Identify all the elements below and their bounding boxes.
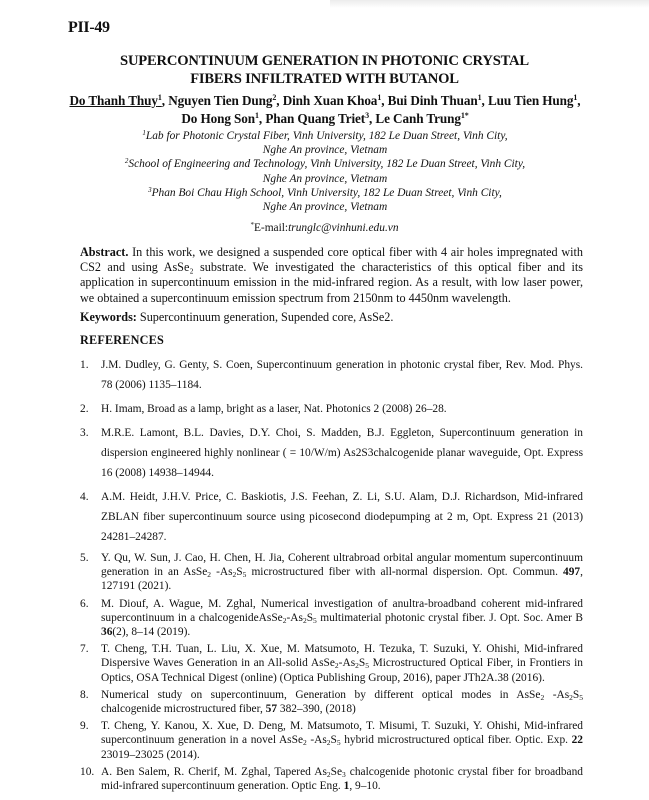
title-line-1: SUPERCONTINUUM GENERATION IN PHOTONIC CRYSTAL [120,53,529,69]
paper-code: PII-49 [68,19,110,36]
author: Bui Dinh Thuan$^1$ [387,93,482,108]
reference-list [80,355,583,796]
keywords [80,310,583,325]
reference-item: 8. Numerical study on supercontinuum, Generation by different optical modes in AsSe$_2$ $-As_2S_5$ chalcogenide microstructured fiber, 57 382–390, (2018) [80,688,583,716]
abstract-text: In this work, we designed a suspended core optical fiber with 4 air holes impregnated with CS2 and using AsSe₂ substrate. We investigated the characteristics of this optical fiber and its application in supercontinuum emission in the mid-infrared region. As a result, with low laser power, we obtained a supercontinuum emission spectrum from 2150nm to 4450nm wavelength. [80,245,583,305]
affiliation-2: $^2$School of Engineering and Technology, Vinh University, 182 Le Duan Street, Vinh City, [124,157,526,171]
title-line-2: FIBERS INFILTRATED WITH BUTANOL [190,71,459,87]
reference-item: 9. T. Cheng, Y. Kanou, X. Xue, D. Deng, M. Matsumoto, T. Misumi, T. Suzuki, Y. Ohishi, Mid-infrared supercontinuum generation in a novel AsSe$_2$ $-As_2S_5$ hybrid microstructured optical fiber. Optic. Exp. 22 23019–23025 (2014). [80,720,583,761]
affiliation-2-line-2: Nghe An province, Vietnam [262,172,388,185]
reference-item: 7. T. Cheng, T.H. Tuan, L. Liu, X. Xue, M. Matsumoto, H. Tezuka, T. Suzuki, Y. Ohishi, Mid-infrared Dispersive Waves Generation in an All-solid $AsSe_2-As_2S_5$ Microstructured Optical Fiber, in Frontiers in Optics, OSA Technical Digest (online) (Optica Publishing Group, 2016), paper JTh2A.38 (2016). [80,643,583,684]
reference-item: 4. A.M. Heidt, J.H.V. Price, C. Baskiotis, J.S. Feehan, Z. Li, S.U. Alam, D.J. Richardson, Mid-infrared ZBLAN fiber supercontinuum source using picosecond diodepumping at 2 m, Opt. Express 21 (2013) 24281–24287. [80,491,583,543]
references-heading: REFERENCES [80,333,164,347]
page-edge-shadow [330,0,649,8]
affiliation-1-line-2: Nghe An province, Vietnam [262,144,388,157]
author-list: Do Thanh Thuy$^1$, Nguyen Tien Dung$^2$, Dinh Xuan Khoa$^1$, Bui Dinh Thuan$^1$, Luu Tien Hung$^1$, Do Hong Son$^1$, Phan Quang Triet$^3$, Le Canh Trung$^{1*}$ [69,93,581,126]
author-presenter: Do Thanh Thuy$^1$ [69,93,162,108]
affiliations [60,129,590,214]
reference-item: 1. J.M. Dudley, G. Genty, S. Coen, Supercontinuum generation in photonic crystal fiber, Rev. Mod. Phys. 78 (2006) 1135–1184. [80,359,583,391]
abstract [80,245,583,306]
reference-item: 2. H. Imam, Broad as a lamp, bright as a laser, Nat. Photonics 2 (2008) 26–28. [80,403,447,415]
affiliation-3-line-2: Nghe An province, Vietnam [262,201,388,214]
author: Phan Quang Triet$^3$ [265,111,369,126]
author: Nguyen Tien Dung$^2$ [168,93,277,108]
affiliation-3: $^3$Phan Boi Chau High School, Vinh University, 182 Le Duan Street, Vinh City, [148,185,502,199]
contact-email: *E-mail:trunglc@vinhuni.edu.vn [250,221,399,234]
email-link[interactable]: trunglc@vinhuni.edu.vn [288,222,399,234]
author: Luu Tien Hung$^1$ [487,93,578,108]
affiliation-1: $^1$Lab for Photonic Crystal Fiber, Vinh University, 182 Le Duan Street, Vinh City, [142,129,508,142]
reference-item: 6. M. Diouf, A. Wague, M. Zghal, Numerical investigation of anultra-broadband coherent mid-infrared supercontinuum in a $chalcogenideAsSe_2-As_2S_5$ multimaterial photonic crystal fiber. J. Opt. Soc. Amer B 36(2), 8–14 (2019). [80,597,583,639]
author: Do Hong Son$^1$ [181,111,259,126]
keywords-label: Keywords: [80,310,137,324]
keywords-text: Supercontinuum generation, Supended core, AsSe2. [136,310,394,324]
reference-item: 10. A. Ben Salem, R. Cherif, M. Zghal, Tapered $As_2Se_3$ chalcogenide photonic crystal fiber for broadband mid-infrared supercontinuum generation. Optic Eng. 1, 9–10. [80,765,583,793]
abstract-label: Abstract. [80,245,129,259]
paper-title [0,52,649,88]
reference-item: 3. M.R.E. Lamont, B.L. Davies, D.Y. Choi, S. Madden, B.J. Eggleton, Supercontinuum generation in dispersion engineered highly nonlinear ( = 10/W/m) As2S3chalcogenide planar waveguide, Opt. Express 16 (2008) 14938–14944. [80,427,583,479]
reference-item: 5. Y. Qu, W. Sun, J. Cao, H. Chen, H. Jia, Coherent ultrabroad orbital angular momentum supercontinuum generation in an AsSe$_2$ $-As_2S_5$ microstructured fiber with all-normal dispersion. Opt. Commun. 497, 127191 (2021). [80,552,583,593]
author-corresponding: Le Canh Trung$^{1*}$ [375,111,469,126]
author: Dinh Xuan Khoa$^1$ [282,93,382,108]
